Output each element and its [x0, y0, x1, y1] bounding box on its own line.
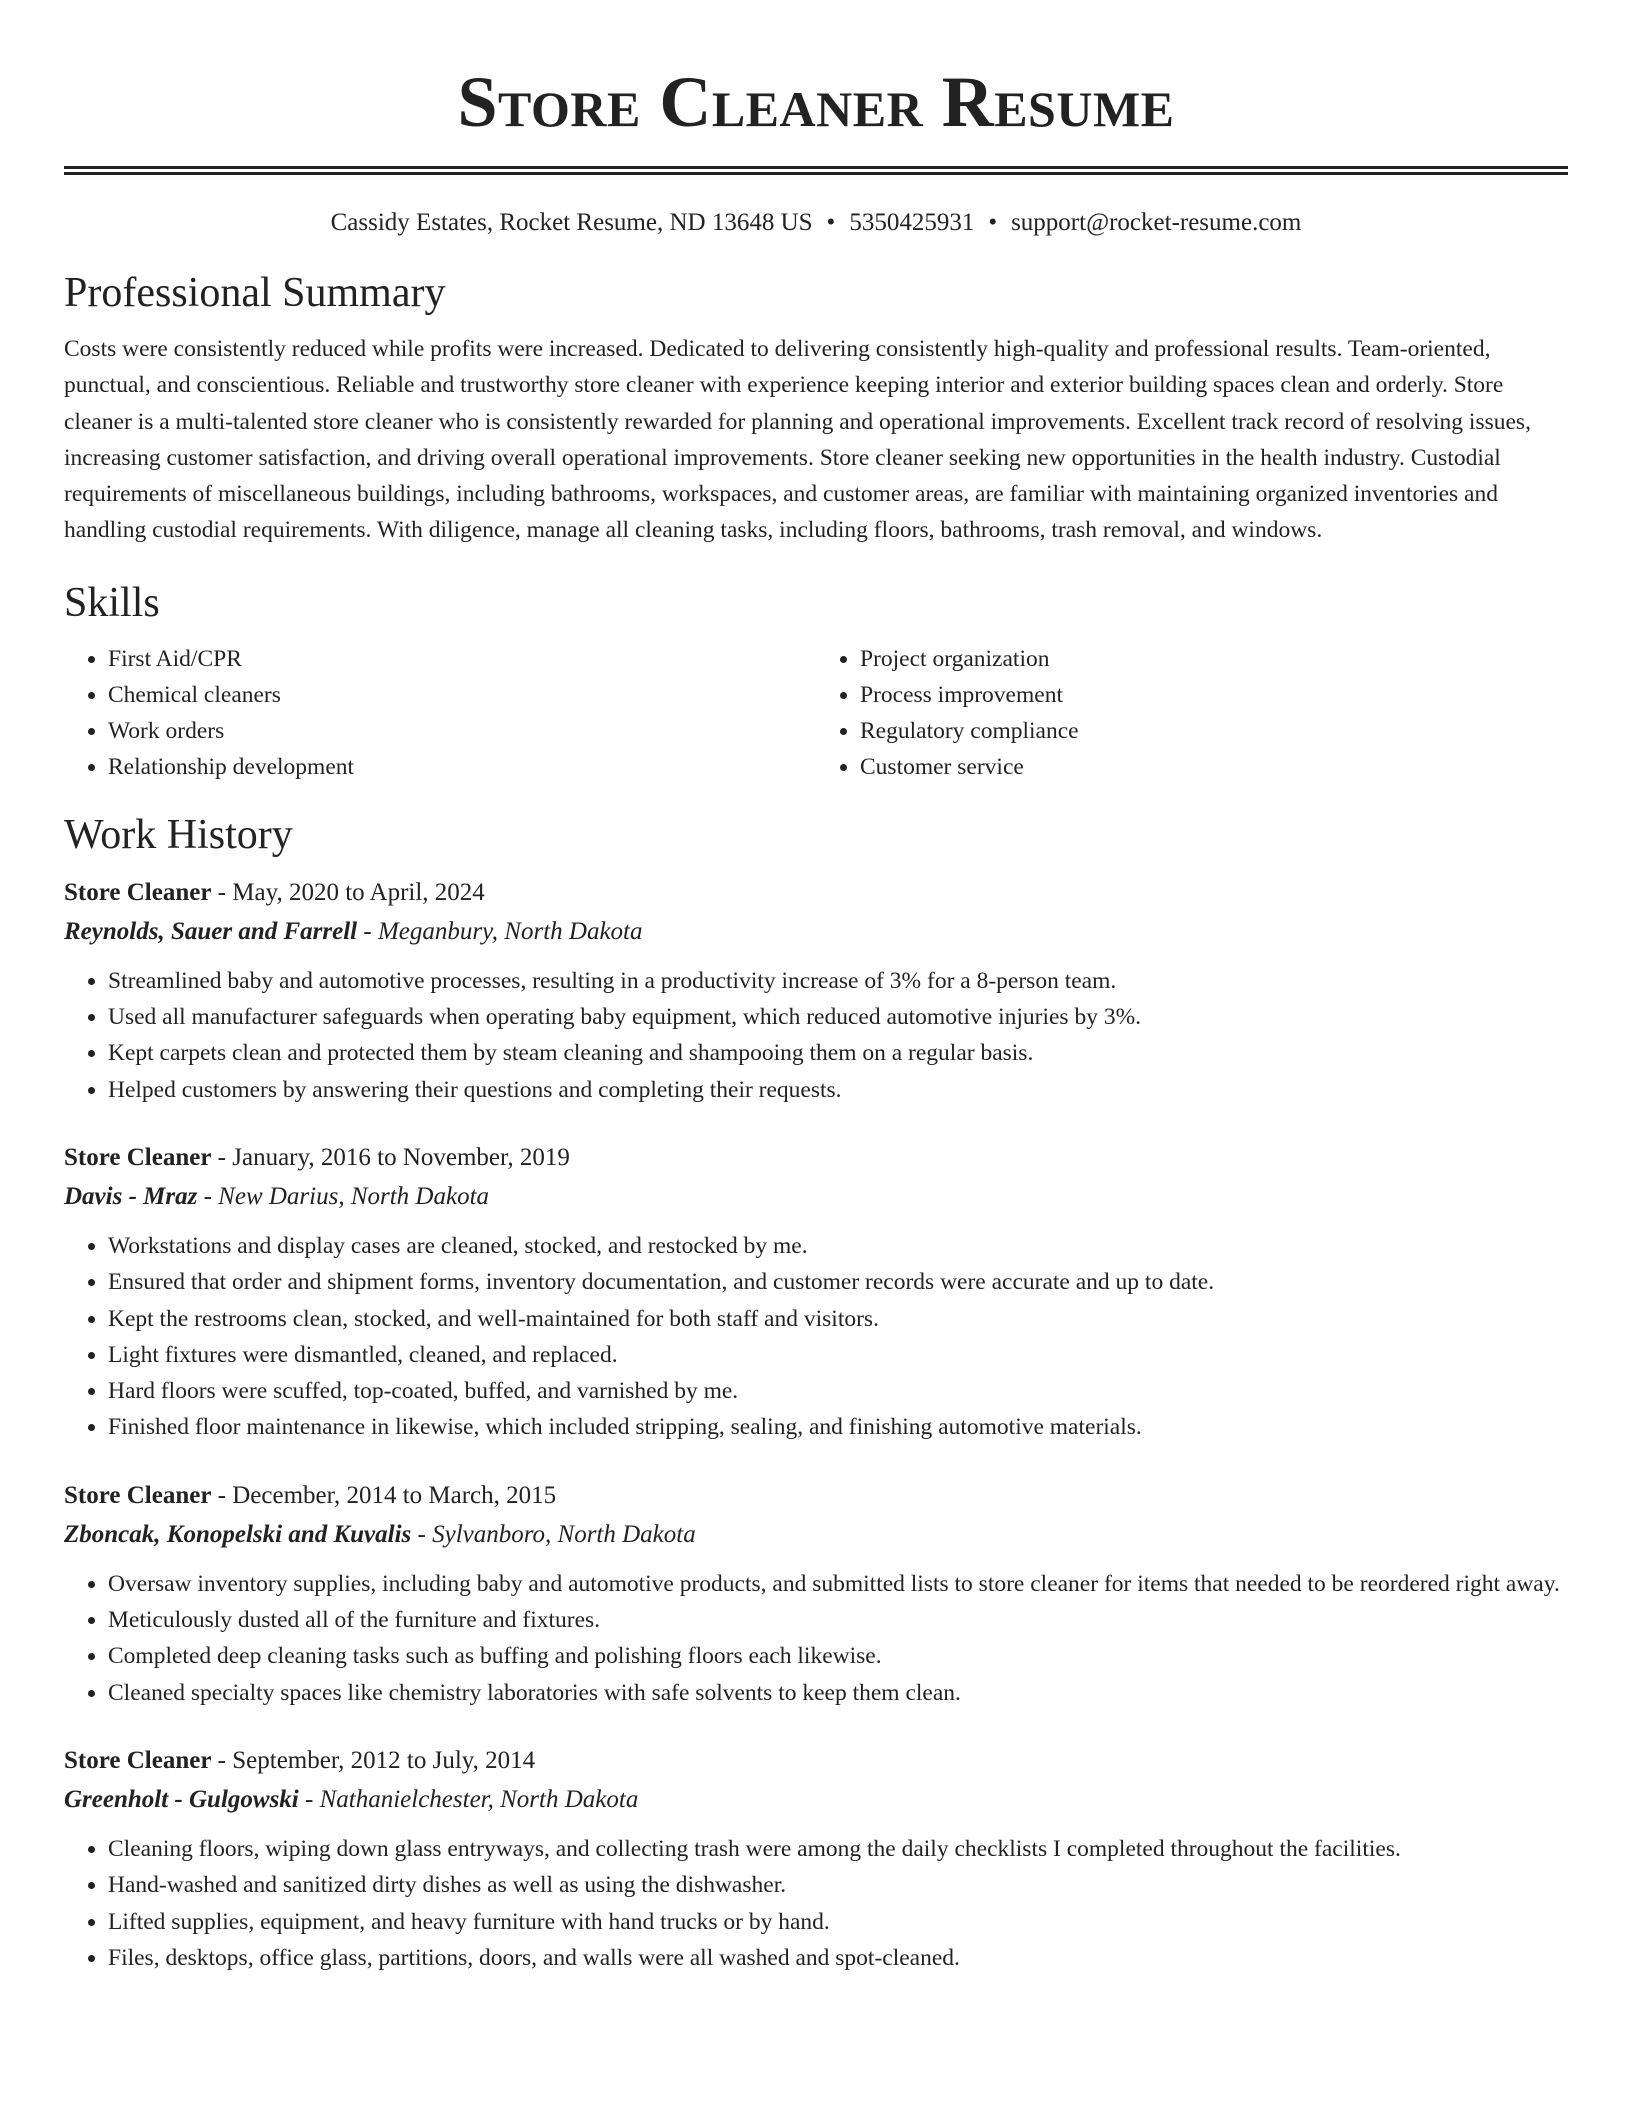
job-bullet: • Hard floors were scuffed, top-coated, buffed, and varnished by me.	[108, 1373, 1568, 1409]
summary-heading: Professional Summary	[64, 270, 446, 316]
job-company-line	[64, 1781, 1568, 1819]
skill-item: • First Aid/CPR	[108, 641, 816, 677]
job-dates: May, 2020 to April, 2024	[232, 878, 485, 906]
job-header	[64, 1476, 1568, 1516]
job-bullets	[64, 1228, 1568, 1446]
skill-item: • Relationship development	[108, 749, 816, 785]
skill-item: • Chemical cleaners	[108, 677, 816, 713]
job-bullet: • Oversaw inventory supplies, including baby and automotive products, and submitted lists to store cleaner for items that needed to be reordered right away.	[108, 1566, 1568, 1602]
job-entry	[64, 1741, 1568, 1976]
job-company-line	[64, 1516, 1568, 1554]
skills-column-left	[64, 641, 816, 785]
job-dash: -	[411, 1520, 433, 1548]
job-location: Nathanielchester, North Dakota	[319, 1785, 639, 1813]
job-bullets	[64, 963, 1568, 1108]
job-dates: January, 2016 to November, 2019	[232, 1143, 570, 1171]
title-divider	[64, 166, 1568, 175]
job-company-line	[64, 913, 1568, 951]
job-role: Store Cleaner	[64, 1481, 212, 1509]
job-company: Davis - Mraz	[64, 1182, 198, 1210]
job-bullet: • Cleaning floors, wiping down glass entryways, and collecting trash were among the daily checklists I completed throughout the facilities.	[108, 1831, 1568, 1867]
job-dash: -	[298, 1785, 320, 1813]
job-bullet: • Workstations and display cases are cleaned, stocked, and restocked by me.	[108, 1228, 1568, 1264]
job-entry	[64, 1476, 1568, 1711]
job-role: Store Cleaner	[64, 878, 212, 906]
skills-column-right	[816, 641, 1568, 785]
job-bullet: • Kept the restrooms clean, stocked, and well-maintained for both staff and visitors.	[108, 1301, 1568, 1337]
job-bullets	[64, 1566, 1568, 1711]
job-header	[64, 873, 1568, 913]
summary-text: Costs were consistently reduced while profits were increased. Dedicated to delivering consistently high-quality and professional results. Team-oriented, punctual, and conscientious. Reliable and trustworthy store cleaner with experience keeping interior and exterior building spaces clean and orderly. Store cleaner is a multi-talented store cleaner who is consistently rewarded for planning and operational improvements. Excellent track record of resolving issues, increasing customer satisfaction, and driving overall operational improvements. Store cleaner seeking new opportunities in the health industry. Custodial requirements of miscellaneous buildings, including bathrooms, workspaces, and customer areas, are familiar with maintaining organized inventories and handling custodial requirements. With diligence, manage all cleaning tasks, including floors, bathrooms, trash removal, and windows.	[64, 336, 1531, 544]
job-bullet: • Lifted supplies, equipment, and heavy furniture with hand trucks or by hand.	[108, 1904, 1568, 1940]
job-bullet: • Used all manufacturer safeguards when operating baby equipment, which reduced automotive injuries by 3%.	[108, 999, 1568, 1035]
job-dash: -	[357, 917, 378, 945]
contact-line	[64, 207, 1568, 239]
job-bullet: • Hand-washed and sanitized dirty dishes as well as using the dishwasher.	[108, 1867, 1568, 1903]
job-role: Store Cleaner	[64, 1746, 212, 1774]
job-location: Meganbury, North Dakota	[377, 917, 643, 945]
job-company-line	[64, 1178, 1568, 1216]
job-bullet: • Streamlined baby and automotive processes, resulting in a productivity increase of 3% for a 8-person team.	[108, 963, 1568, 999]
job-dash: -	[211, 1481, 233, 1509]
job-bullet: • Ensured that order and shipment forms, inventory documentation, and customer records were accurate and up to date.	[108, 1264, 1568, 1300]
job-dash: -	[211, 1143, 233, 1171]
job-dates: December, 2014 to March, 2015	[232, 1481, 557, 1509]
job-company: Greenholt - Gulgowski	[64, 1785, 299, 1813]
job-bullets	[64, 1831, 1568, 1976]
job-role: Store Cleaner	[64, 1143, 212, 1171]
work-history-heading: Work History	[64, 811, 293, 858]
job-bullet: • Kept carpets clean and protected them by steam cleaning and shampooing them on a regular basis.	[108, 1035, 1568, 1071]
job-company: Zboncak, Konopelski and Kuvalis	[64, 1520, 412, 1548]
job-bullet: • Files, desktops, office glass, partitions, doors, and walls were all washed and spot-cleaned.	[108, 1940, 1568, 1976]
skill-item: • Project organization	[860, 641, 1568, 677]
job-dates: September, 2012 to July, 2014	[232, 1746, 536, 1774]
job-bullet: • Cleaned specialty spaces like chemistry laboratories with safe solvents to keep them clean.	[108, 1675, 1568, 1711]
skills-list	[64, 641, 1568, 785]
job-bullet: • Finished floor maintenance in likewise, which included stripping, sealing, and finishing automotive materials.	[108, 1409, 1568, 1445]
job-bullet: • Helped customers by answering their questions and completing their requests.	[108, 1072, 1568, 1108]
job-header	[64, 1138, 1568, 1178]
job-location: New Darius, North Dakota	[218, 1182, 490, 1210]
contact-address: Cassidy Estates, Rocket Resume, ND 13648 US	[330, 209, 813, 236]
job-dash: -	[197, 1182, 219, 1210]
skills-heading: Skills	[64, 579, 160, 626]
job-dash: -	[211, 1746, 233, 1774]
skill-item: • Work orders	[108, 713, 816, 749]
contact-separator: •	[826, 209, 836, 236]
job-bullet: • Light fixtures were dismantled, cleaned, and replaced.	[108, 1337, 1568, 1373]
job-bullet: • Meticulously dusted all of the furniture and fixtures.	[108, 1602, 1568, 1638]
resume-title: Store Cleaner Resume	[457, 62, 1175, 142]
job-header	[64, 1741, 1568, 1781]
job-entry	[64, 873, 1568, 1108]
contact-email: support@rocket-resume.com	[1011, 209, 1302, 236]
job-company: Reynolds, Sauer and Farrell	[64, 917, 358, 945]
job-entry	[64, 1138, 1568, 1446]
job-bullet: • Completed deep cleaning tasks such as buffing and polishing floors each likewise.	[108, 1638, 1568, 1674]
skill-item: • Regulatory compliance	[860, 713, 1568, 749]
job-location: Sylvanboro, North Dakota	[432, 1520, 696, 1548]
job-dash: -	[211, 878, 233, 906]
skill-item: • Customer service	[860, 749, 1568, 785]
skill-item: • Process improvement	[860, 677, 1568, 713]
contact-separator: •	[988, 209, 998, 236]
contact-phone: 5350425931	[849, 209, 975, 236]
